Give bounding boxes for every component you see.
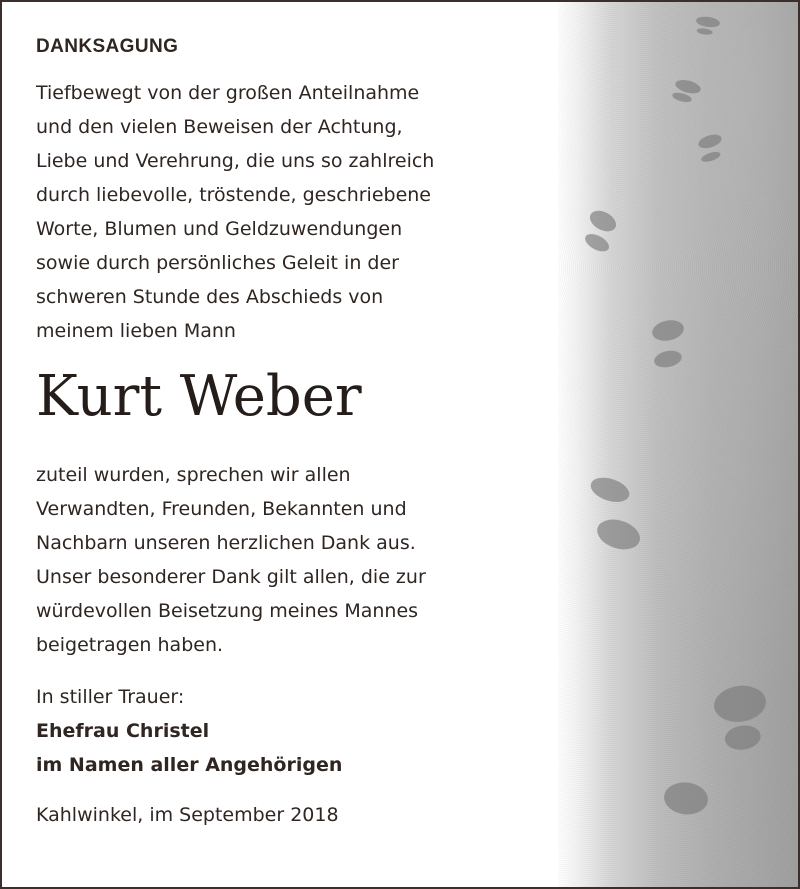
spacer xyxy=(36,782,556,798)
place-date: Kahlwinkel, im September 2018 xyxy=(36,804,339,826)
thanks-line: zuteil wurden, sprechen wir allen xyxy=(36,464,351,486)
notice-heading: DANKSAGUNG xyxy=(36,36,179,57)
intro-line: durch liebevolle, tröstende, geschriebene xyxy=(36,184,431,206)
deceased-name: Kurt Weber xyxy=(36,364,362,429)
notice-content xyxy=(36,36,556,832)
thanks-text xyxy=(36,458,556,662)
intro-line: Liebe und Verehrung, die uns so zahlreich xyxy=(36,150,435,172)
intro-line: sowie durch persönliches Geleit in der xyxy=(36,252,399,274)
intro-text xyxy=(36,76,556,348)
thanks-line: beigetragen haben. xyxy=(36,634,224,656)
intro-line: meinem lieben Mann xyxy=(36,320,236,342)
intro-line: schweren Stunde des Abschieds von xyxy=(36,286,384,308)
intro-line: Tiefbewegt von der großen Anteilnahme xyxy=(36,82,420,104)
thanks-line: Verwandten, Freunden, Bekannten und xyxy=(36,498,407,520)
closing-label: In stiller Trauer: xyxy=(36,686,185,708)
thanks-line: Unser besonderer Dank gilt allen, die zur xyxy=(36,566,426,588)
closing-block xyxy=(36,680,556,782)
thanks-line: würdevollen Beisetzung meines Mannes xyxy=(36,600,419,622)
signatory-secondary: im Namen aller Angehörigen xyxy=(36,754,343,776)
spacer xyxy=(36,662,556,680)
signatory-primary: Ehefrau Christel xyxy=(36,720,210,742)
intro-line: und den vielen Beweisen der Achtung, xyxy=(36,116,403,138)
thanks-line: Nachbarn unseren herzlichen Dank aus. xyxy=(36,532,416,554)
footprints-icon xyxy=(558,2,798,887)
intro-line: Worte, Blumen und Geldzuwendungen xyxy=(36,218,403,240)
